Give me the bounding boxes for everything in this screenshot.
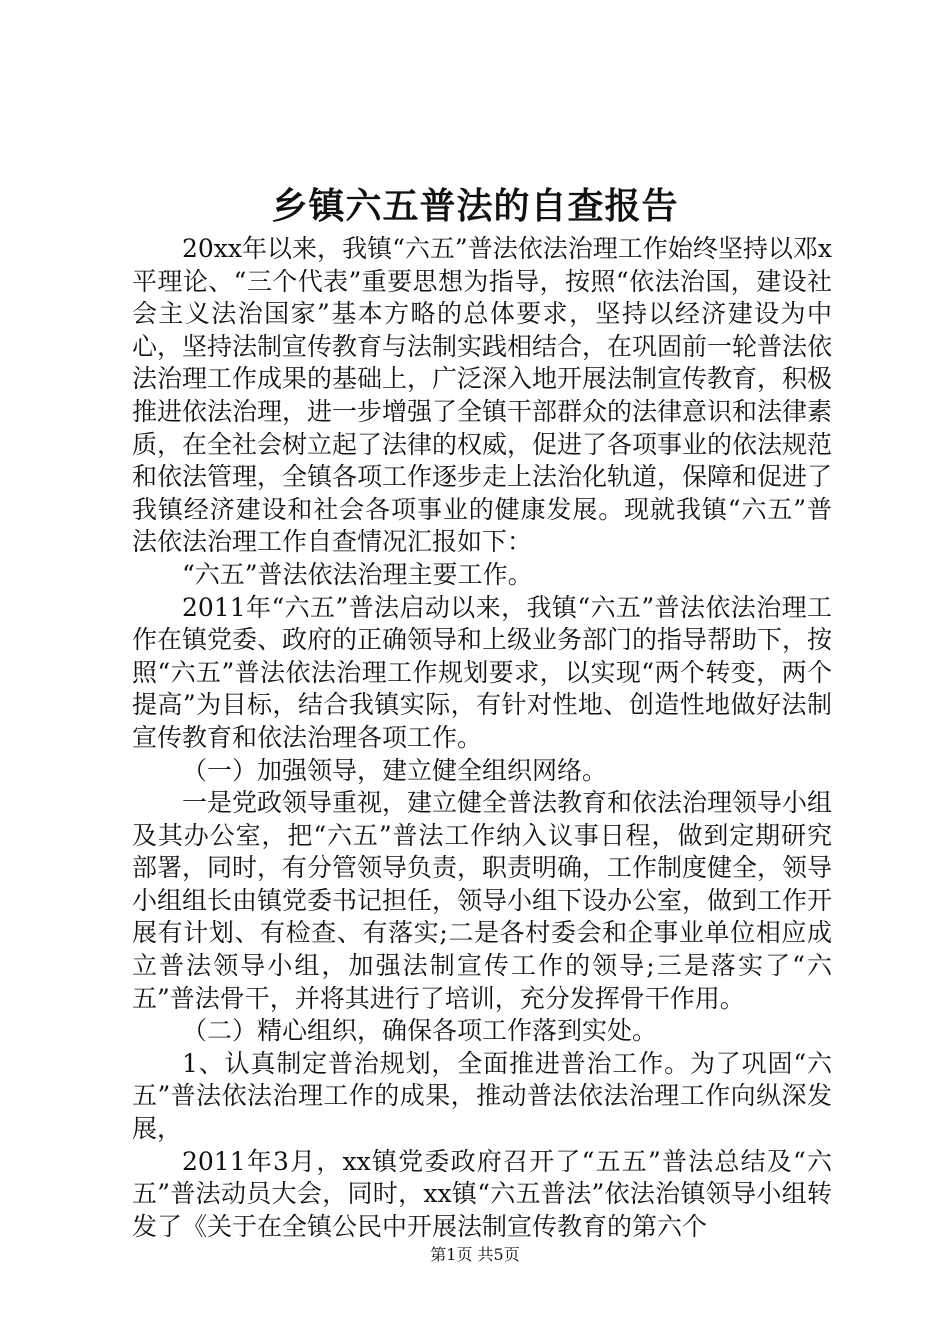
paragraph-overview: 2011年“六五”普法启动以来，我镇“六五”普法依法治理工作在镇党委、政府的正确领导和上级业务部门的指导帮助下，按照“六五”普法依法治理工作规划要求，以实现“两个转变，两个提高”为目标，结合我镇实际，有针对性地、创造性地做好法制宣传教育和依法治理各项工作。 xyxy=(132,592,833,752)
paragraph-leadership: 一是党政领导重视，建立健全普法教育和依法治理领导小组及其办公室，把“六五”普法工作纳入议事日程，做到定期研究部署，同时，有分管领导负责，职责明确，工作制度健全，领导小组组长由镇党委书记担任，领导小组下设办公室，做到工作开展有计划、有检查、有落实;二是各村委会和企事业单位相应成立普法领导小组，加强法制宣传工作的领导;三是落实了“六五”普法骨干，并将其进行了培训，充分发挥骨干作用。 xyxy=(132,788,833,1013)
paragraph-heading-section-2: （二）精心组织，确保各项工作落到实处。 xyxy=(182,1016,658,1046)
document-body xyxy=(132,233,832,1243)
paragraph-plan: 1、认真制定普治规划，全面推进普治工作。为了巩固“六五”普法依法治理工作的成果，推动普法依法治理工作向纵深发展， xyxy=(132,1048,832,1144)
document-title: 乡镇六五普法的自查报告 xyxy=(271,185,679,227)
page-number: 第1页 共5页 xyxy=(430,1245,520,1264)
paragraph-heading-section-1: （一）加强领导，建立健全组织网络。 xyxy=(182,755,608,785)
paragraph-meeting: 2011年3月，xx镇党委政府召开了“五五”普法总结及“六五”普法动员大会，同时，xx镇“六五普法”依法治镇领导小组转发了《关于在全镇公民中开展法制宣传教育的第六个 xyxy=(132,1146,832,1241)
paragraph-intro: 20xx年以来，我镇“六五”普法依法治理工作始终坚持以邓x平理论、“三个代表”重要思想为指导，按照“依法治国，建设社会主义法治国家”基本方略的总体要求，坚持以经济建设为中心，坚持法制宣传教育与法制实践相结合，在巩固前一轮普法依法治理工作成果的基础上，广泛深入地开展法制宣传教育，积极推进依法治理，进一步增强了全镇干部群众的法律意识和法律素质，在全社会树立起了法律的权威，促进了各项事业的依法规范和依法管理，全镇各项工作逐步走上法治化轨道，保障和促进了我镇经济建设和社会各项事业的健康发展。现就我镇“六五”普法依法治理工作自查情况汇报如下： xyxy=(132,234,833,557)
paragraph-heading-main-work: “六五”普法依法治理主要工作。 xyxy=(182,559,533,589)
